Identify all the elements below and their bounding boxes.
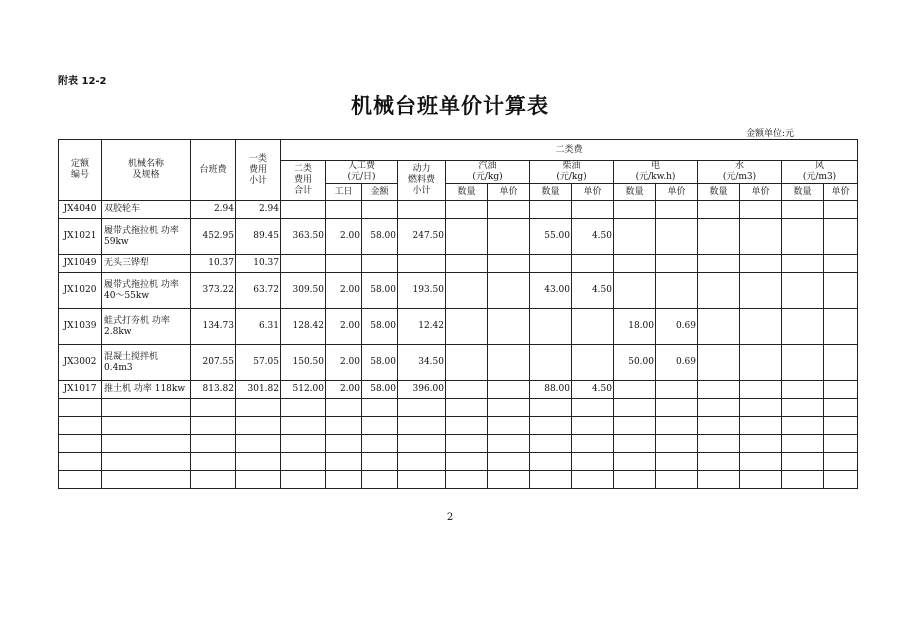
row-class2-total: 128.42 (281, 309, 326, 345)
row-water-price (740, 309, 782, 345)
row-code: JX1049 (59, 255, 102, 273)
row-water-qty (698, 255, 740, 273)
blank-cell (572, 453, 614, 471)
header-wind-price: 单价 (824, 184, 858, 201)
row-fuel-subtotal: 34.50 (398, 345, 446, 381)
row-fuel-subtotal (398, 255, 446, 273)
row-diesel-qty: 55.00 (530, 219, 572, 255)
row-wind-qty (782, 273, 824, 309)
row-class1-subtotal: 2.94 (236, 201, 281, 219)
row-diesel-price: 4.50 (572, 273, 614, 309)
blank-cell (740, 471, 782, 489)
blank-cell (102, 435, 191, 453)
blank-cell (572, 399, 614, 417)
row-shift-cost: 2.94 (191, 201, 236, 219)
header-diesel: 柴油 (元/kg) (530, 161, 614, 184)
row-labor-workday: 2.00 (326, 345, 362, 381)
blank-cell (446, 471, 488, 489)
blank-cell (236, 399, 281, 417)
appendix-label: 附表 12-2 (58, 76, 107, 87)
row-diesel-qty (530, 309, 572, 345)
row-water-price (740, 345, 782, 381)
row-wind-qty (782, 381, 824, 399)
row-class1-subtotal: 89.45 (236, 219, 281, 255)
blank-cell (824, 471, 858, 489)
blank-cell (398, 435, 446, 453)
blank-cell (530, 453, 572, 471)
blank-cell (362, 453, 398, 471)
row-electricity-qty (614, 273, 656, 309)
blank-cell (824, 435, 858, 453)
blank-cell (656, 399, 698, 417)
blank-cell (102, 399, 191, 417)
blank-cell (446, 399, 488, 417)
table-row (59, 219, 858, 255)
header-electricity-qty: 数量 (614, 184, 656, 201)
blank-cell (398, 471, 446, 489)
blank-cell (281, 435, 326, 453)
blank-cell (614, 453, 656, 471)
blank-cell (782, 399, 824, 417)
row-diesel-price (572, 255, 614, 273)
row-wind-price (824, 309, 858, 345)
row-class2-total (281, 255, 326, 273)
row-class2-total (281, 201, 326, 219)
header-class2-total: 二类 费用 合计 (281, 161, 326, 201)
blank-cell (362, 435, 398, 453)
row-gasoline-qty (446, 345, 488, 381)
row-water-price (740, 273, 782, 309)
row-labor-amount (362, 201, 398, 219)
blank-cell (102, 453, 191, 471)
header-code: 定额 编号 (59, 140, 102, 201)
row-labor-workday: 2.00 (326, 381, 362, 399)
row-electricity-qty (614, 219, 656, 255)
blank-cell (740, 435, 782, 453)
header-water-qty: 数量 (698, 184, 740, 201)
row-diesel-qty (530, 255, 572, 273)
row-electricity-qty: 50.00 (614, 345, 656, 381)
row-gasoline-price (488, 345, 530, 381)
blank-row (59, 417, 858, 435)
header-diesel-price: 单价 (572, 184, 614, 201)
row-labor-workday: 2.00 (326, 309, 362, 345)
header-labor: 人工费 (元/日) (326, 161, 398, 184)
blank-cell (398, 453, 446, 471)
blank-cell (824, 453, 858, 471)
blank-cell (398, 417, 446, 435)
row-gasoline-price (488, 201, 530, 219)
row-class2-total: 363.50 (281, 219, 326, 255)
blank-row (59, 453, 858, 471)
blank-cell (362, 417, 398, 435)
blank-cell (656, 435, 698, 453)
row-code: JX1039 (59, 309, 102, 345)
table-row (59, 345, 858, 381)
row-shift-cost: 207.55 (191, 345, 236, 381)
blank-cell (614, 435, 656, 453)
blank-cell (572, 471, 614, 489)
row-diesel-qty (530, 201, 572, 219)
row-water-price (740, 381, 782, 399)
blank-cell (698, 399, 740, 417)
blank-cell (782, 417, 824, 435)
row-class2-total: 309.50 (281, 273, 326, 309)
row-code: JX1020 (59, 273, 102, 309)
header-fuel-total: 动力 燃料费 小计 (398, 161, 446, 201)
row-wind-price (824, 381, 858, 399)
row-gasoline-price (488, 219, 530, 255)
row-electricity-qty (614, 381, 656, 399)
row-shift-cost: 452.95 (191, 219, 236, 255)
blank-cell (488, 435, 530, 453)
blank-cell (488, 471, 530, 489)
blank-cell (59, 399, 102, 417)
blank-cell (191, 399, 236, 417)
row-wind-qty (782, 219, 824, 255)
row-labor-amount: 58.00 (362, 273, 398, 309)
row-gasoline-qty (446, 273, 488, 309)
row-labor-workday (326, 255, 362, 273)
header-class2: 二类费 (281, 140, 858, 161)
row-electricity-price (656, 201, 698, 219)
row-electricity-qty (614, 255, 656, 273)
header-name: 机械名称 及规格 (102, 140, 191, 201)
blank-cell (326, 399, 362, 417)
blank-cell (398, 399, 446, 417)
blank-cell (698, 435, 740, 453)
blank-cell (191, 471, 236, 489)
header-wind-qty: 数量 (782, 184, 824, 201)
row-electricity-qty: 18.00 (614, 309, 656, 345)
row-diesel-price (572, 309, 614, 345)
row-labor-workday: 2.00 (326, 219, 362, 255)
row-name: 双胶轮车 (102, 201, 191, 219)
row-gasoline-qty (446, 201, 488, 219)
blank-cell (191, 435, 236, 453)
row-water-qty (698, 219, 740, 255)
row-gasoline-price (488, 273, 530, 309)
row-water-price (740, 255, 782, 273)
blank-cell (782, 453, 824, 471)
header-diesel-qty: 数量 (530, 184, 572, 201)
table-row (59, 273, 858, 309)
header-gasoline: 汽油 (元/kg) (446, 161, 530, 184)
row-labor-workday: 2.00 (326, 273, 362, 309)
blank-cell (782, 435, 824, 453)
row-fuel-subtotal (398, 201, 446, 219)
row-code: JX1017 (59, 381, 102, 399)
blank-cell (362, 399, 398, 417)
machine-shift-price-table (58, 139, 858, 489)
blank-cell (446, 417, 488, 435)
row-class1-subtotal: 63.72 (236, 273, 281, 309)
blank-cell (530, 435, 572, 453)
blank-cell (488, 399, 530, 417)
blank-row (59, 435, 858, 453)
blank-cell (446, 453, 488, 471)
row-class1-subtotal: 301.82 (236, 381, 281, 399)
row-labor-amount (362, 255, 398, 273)
row-shift-cost: 373.22 (191, 273, 236, 309)
row-water-price (740, 219, 782, 255)
row-class2-total: 512.00 (281, 381, 326, 399)
blank-cell (824, 399, 858, 417)
blank-cell (191, 453, 236, 471)
blank-cell (782, 471, 824, 489)
row-name: 履带式拖拉机 功率40～55kw (102, 273, 191, 309)
unit-note: 金额单位:元 (746, 129, 795, 139)
row-electricity-price (656, 273, 698, 309)
blank-cell (740, 453, 782, 471)
row-diesel-qty: 43.00 (530, 273, 572, 309)
blank-cell (614, 471, 656, 489)
row-gasoline-qty (446, 309, 488, 345)
blank-cell (530, 471, 572, 489)
blank-row (59, 399, 858, 417)
row-labor-amount: 58.00 (362, 219, 398, 255)
blank-cell (59, 453, 102, 471)
row-wind-price (824, 201, 858, 219)
row-wind-qty (782, 345, 824, 381)
row-class2-total: 150.50 (281, 345, 326, 381)
row-gasoline-qty (446, 219, 488, 255)
blank-cell (236, 417, 281, 435)
row-water-qty (698, 345, 740, 381)
row-diesel-qty (530, 345, 572, 381)
row-wind-price (824, 255, 858, 273)
row-diesel-price (572, 201, 614, 219)
row-water-price (740, 201, 782, 219)
blank-cell (362, 471, 398, 489)
row-wind-qty (782, 309, 824, 345)
row-labor-amount: 58.00 (362, 381, 398, 399)
table-row (59, 309, 858, 345)
page-title: 机械台班单价计算表 (351, 93, 549, 118)
row-electricity-price (656, 255, 698, 273)
row-fuel-subtotal: 396.00 (398, 381, 446, 399)
row-name: 无头三铧犁 (102, 255, 191, 273)
row-name: 蛙式打夯机 功率2.8kw (102, 309, 191, 345)
row-water-qty (698, 381, 740, 399)
row-gasoline-qty (446, 381, 488, 399)
blank-cell (614, 399, 656, 417)
header-amount: 金额 (362, 184, 398, 201)
header-shift-cost: 台班费 (191, 140, 236, 201)
blank-cell (281, 399, 326, 417)
blank-cell (281, 417, 326, 435)
row-electricity-qty (614, 201, 656, 219)
header-class1: 一类 费用 小计 (236, 140, 281, 201)
table-row (59, 201, 858, 219)
blank-cell (656, 471, 698, 489)
row-name: 推土机 功率 118kw (102, 381, 191, 399)
blank-cell (656, 453, 698, 471)
header-water-price: 单价 (740, 184, 782, 201)
row-wind-price (824, 345, 858, 381)
blank-cell (614, 417, 656, 435)
header-electricity: 电 (元/kw.h) (614, 161, 698, 184)
blank-cell (572, 417, 614, 435)
blank-cell (281, 471, 326, 489)
row-name: 混凝土搅拌机 0.4m3 (102, 345, 191, 381)
row-shift-cost: 813.82 (191, 381, 236, 399)
header-water: 水 (元/m3) (698, 161, 782, 184)
row-fuel-subtotal: 247.50 (398, 219, 446, 255)
row-code: JX1021 (59, 219, 102, 255)
row-water-qty (698, 201, 740, 219)
row-class1-subtotal: 10.37 (236, 255, 281, 273)
row-labor-amount: 58.00 (362, 309, 398, 345)
blank-cell (656, 417, 698, 435)
blank-cell (236, 453, 281, 471)
blank-cell (698, 417, 740, 435)
blank-row (59, 471, 858, 489)
row-gasoline-price (488, 255, 530, 273)
row-fuel-subtotal: 193.50 (398, 273, 446, 309)
row-shift-cost: 10.37 (191, 255, 236, 273)
header-gasoline-price: 单价 (488, 184, 530, 201)
row-electricity-price: 0.69 (656, 345, 698, 381)
blank-cell (326, 453, 362, 471)
row-water-qty (698, 273, 740, 309)
blank-cell (236, 435, 281, 453)
row-electricity-price: 0.69 (656, 309, 698, 345)
blank-cell (236, 471, 281, 489)
blank-cell (281, 453, 326, 471)
blank-cell (488, 453, 530, 471)
blank-cell (572, 435, 614, 453)
row-code: JX4040 (59, 201, 102, 219)
row-wind-qty (782, 255, 824, 273)
blank-cell (59, 417, 102, 435)
blank-cell (740, 417, 782, 435)
row-diesel-price: 4.50 (572, 219, 614, 255)
page-number: 2 (446, 512, 454, 523)
row-gasoline-price (488, 309, 530, 345)
blank-cell (698, 471, 740, 489)
table-row (59, 381, 858, 399)
header-workday: 工日 (326, 184, 362, 201)
blank-cell (59, 435, 102, 453)
table-row (59, 255, 858, 273)
row-fuel-subtotal: 12.42 (398, 309, 446, 345)
row-class1-subtotal: 6.31 (236, 309, 281, 345)
blank-cell (102, 471, 191, 489)
row-name: 履带式拖拉机 功率59kw (102, 219, 191, 255)
row-gasoline-qty (446, 255, 488, 273)
header-electricity-price: 单价 (656, 184, 698, 201)
row-diesel-price (572, 345, 614, 381)
blank-cell (326, 435, 362, 453)
row-electricity-price (656, 381, 698, 399)
blank-cell (326, 471, 362, 489)
blank-cell (530, 417, 572, 435)
row-code: JX3002 (59, 345, 102, 381)
row-wind-price (824, 219, 858, 255)
blank-cell (191, 417, 236, 435)
header-gasoline-qty: 数量 (446, 184, 488, 201)
row-diesel-price: 4.50 (572, 381, 614, 399)
blank-cell (446, 435, 488, 453)
blank-cell (326, 417, 362, 435)
row-water-qty (698, 309, 740, 345)
row-labor-amount: 58.00 (362, 345, 398, 381)
row-wind-qty (782, 201, 824, 219)
blank-cell (102, 417, 191, 435)
row-gasoline-price (488, 381, 530, 399)
blank-cell (488, 417, 530, 435)
blank-cell (740, 399, 782, 417)
blank-cell (59, 471, 102, 489)
row-class1-subtotal: 57.05 (236, 345, 281, 381)
row-labor-workday (326, 201, 362, 219)
blank-cell (530, 399, 572, 417)
row-diesel-qty: 88.00 (530, 381, 572, 399)
blank-cell (824, 417, 858, 435)
header-wind: 风 (元/m3) (782, 161, 858, 184)
row-wind-price (824, 273, 858, 309)
blank-cell (698, 453, 740, 471)
row-shift-cost: 134.73 (191, 309, 236, 345)
row-electricity-price (656, 219, 698, 255)
